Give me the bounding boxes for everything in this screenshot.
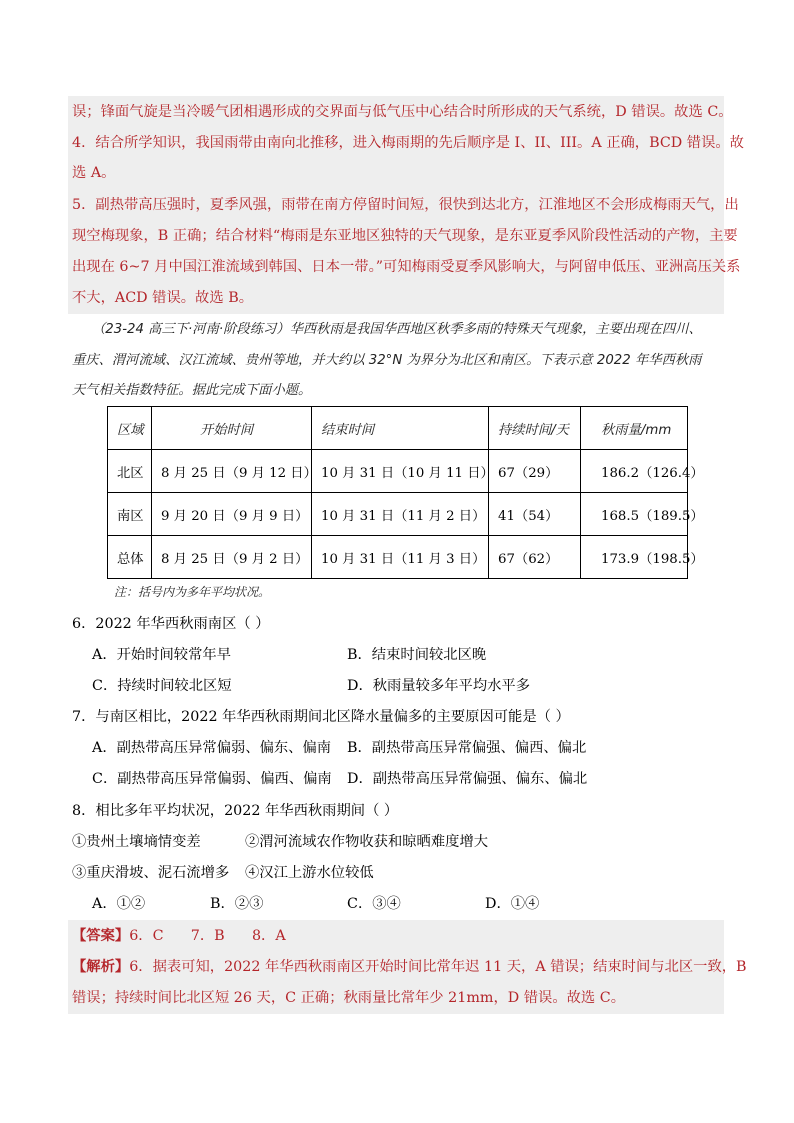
q7-option-a: A．副热带高压异常偏弱、偏东、偏南 xyxy=(92,740,332,756)
analysis-line: 现空梅现象，B 正确；结合材料“梅雨是东亚地区独特的天气现象，是东亚夏季风阶段性活动的产物，主要 xyxy=(72,228,738,244)
analysis-line: 错误；持续时间比北区短 26 天，C 正确；秋雨量比常年少 21mm，D 错误。故选 C。 xyxy=(72,990,626,1006)
table-header-cell: 结束时间 xyxy=(312,407,489,450)
table-header-cell: 秋雨量/mm xyxy=(581,407,688,450)
q8-option-c: C．③④ xyxy=(347,896,401,912)
table-cell: 北区 xyxy=(108,450,152,493)
question-7-stem: 7．与南区相比，2022 年华西秋雨期间北区降水量偏多的主要原因可能是（ ） xyxy=(72,709,570,725)
question-8-stem: 8．相比多年平均状况，2022 年华西秋雨期间（ ） xyxy=(72,803,399,819)
q7-option-b: B．副热带高压异常偏强、偏西、偏北 xyxy=(347,740,587,756)
table-cell: 41（54） xyxy=(489,493,581,536)
material-intro-line: 重庆、渭河流域、汉江流域、贵州等地，并大约以 32°N 为界分为北区和南区。下表示意 2022 年华西秋雨 xyxy=(72,353,702,368)
q8-option-b: B．②③ xyxy=(210,896,264,912)
q7-option-c: C．副热带高压异常偏弱、偏西、偏南 xyxy=(92,771,332,787)
table-cell: 168.5（189.5） xyxy=(581,493,688,536)
table-cell: 67（29） xyxy=(489,450,581,493)
table-cell: 总体 xyxy=(108,536,152,579)
answer-text: 6．C 7．B 8．A xyxy=(129,928,286,944)
q8-statement-3: ③重庆滑坡、泥石流增多 xyxy=(72,865,230,881)
q8-option-d: D．①④ xyxy=(485,896,540,912)
answer-label: 【答案】 xyxy=(72,928,130,944)
q8-statement-1: ①贵州土壤墒情变差 xyxy=(72,834,201,850)
analysis-line: 出现在 6~7 月中国江淮流域到韩国、日本一带。”可知梅雨受夏季风影响大，与阿留申低压、亚洲高压关系 xyxy=(72,259,741,275)
analysis-line xyxy=(72,957,747,977)
q6-option-d: D．秋雨量较多年平均水平多 xyxy=(347,678,531,694)
analysis-line: 5．副热带高压强时，夏季风强，雨带在南方停留时间短，很快到达北方，江淮地区不会形成梅雨天气，出 xyxy=(72,197,739,213)
table-cell: 8 月 25 日（9 月 12 日） xyxy=(152,450,312,493)
question-6-stem: 6．2022 年华西秋雨南区（ ） xyxy=(72,616,270,632)
table-row xyxy=(108,450,688,493)
analysis-label: 【解析】 xyxy=(72,959,130,975)
table-cell: 10 月 31 日（11 月 2 日） xyxy=(312,493,489,536)
q8-statement-2: ②渭河流域农作物收获和晾晒难度增大 xyxy=(245,834,489,850)
material-intro-line: （23-24 高三下·河南·阶段练习）华西秋雨是我国华西地区秋季多雨的特殊天气现象，主要出现在四川、 xyxy=(92,322,702,337)
table-header-cell: 区域 xyxy=(108,407,152,450)
answer-line xyxy=(72,926,286,946)
table-note: 注：括号内为多年平均状况。 xyxy=(114,585,271,599)
material-intro-line: 天气相关指数特征。据此完成下面小题。 xyxy=(72,383,312,398)
analysis-line: 不大，ACD 错误。故选 B。 xyxy=(72,290,253,306)
q6-option-b: B．结束时间较北区晚 xyxy=(347,647,487,663)
analysis-text: 6．据表可知，2022 年华西秋雨南区开始时间比常年迟 11 天，A 错误；结束时间与北区一致，B xyxy=(129,959,747,975)
table-header-cell: 开始时间 xyxy=(152,407,312,450)
analysis-line: 误；锋面气旋是当冷暖气团相遇形成的交界面与低气压中心结合时所形成的天气系统，D 错误。故选 C。 xyxy=(72,104,733,120)
analysis-line: 选 A。 xyxy=(72,165,116,181)
table-cell: 南区 xyxy=(108,493,152,536)
q7-option-d: D．副热带高压异常偏强、偏东、偏北 xyxy=(347,771,588,787)
table-header-row xyxy=(108,407,688,450)
table-row xyxy=(108,536,688,579)
table-cell: 9 月 20 日（9 月 9 日） xyxy=(152,493,312,536)
q6-option-c: C．持续时间较北区短 xyxy=(92,678,232,694)
q6-option-a: A．开始时间较常年早 xyxy=(92,647,231,663)
table-cell: 186.2（126.4） xyxy=(581,450,688,493)
table-cell: 10 月 31 日（11 月 3 日） xyxy=(312,536,489,579)
analysis-line: 4．结合所学知识，我国雨带由南向北推移，进入梅雨期的先后顺序是 I、II、III。A 正确，BCD 错误。故 xyxy=(72,135,744,151)
autumn-rain-table xyxy=(107,406,704,579)
table-cell: 8 月 25 日（9 月 2 日） xyxy=(152,536,312,579)
table-cell: 10 月 31 日（10 月 11 日） xyxy=(312,450,489,493)
q8-option-a: A．①② xyxy=(92,896,146,912)
table-header-cell: 持续时间/天 xyxy=(489,407,581,450)
table-cell: 173.9（198.5） xyxy=(581,536,688,579)
q8-statement-4: ④汉江上游水位较低 xyxy=(245,865,374,881)
table-cell: 67（62） xyxy=(489,536,581,579)
table-row xyxy=(108,493,688,536)
